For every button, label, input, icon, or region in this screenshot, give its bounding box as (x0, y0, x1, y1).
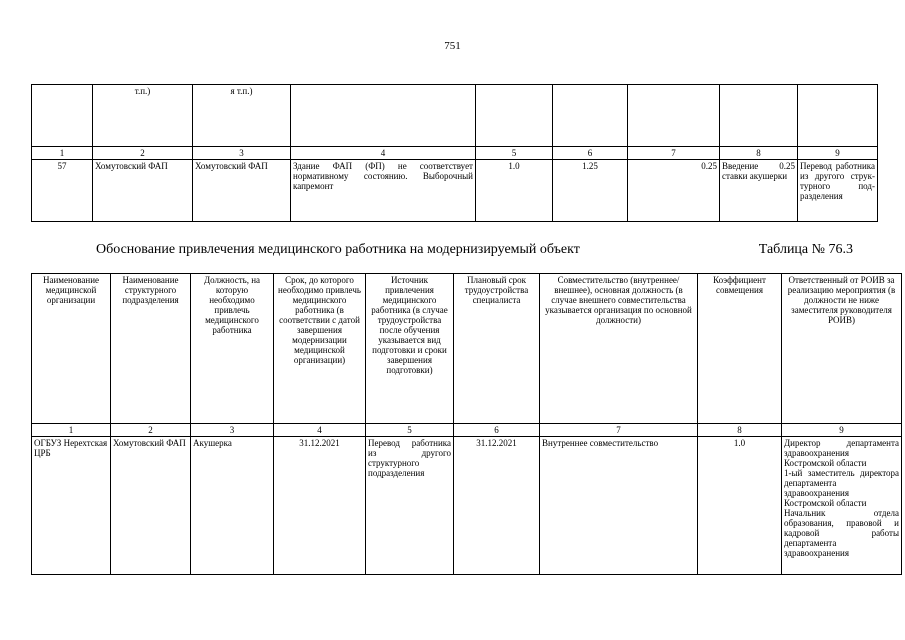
header-cell: Ответственный от РОИВ за реализацию мероприятия (в должности не ниже заместителя руководителя РОИВ) (782, 274, 902, 424)
header-cell (628, 85, 720, 147)
organization-cell: ОГБУЗ Нерехтская ЦРБ (32, 437, 111, 575)
table-caption: Обоснование привлечения медицинского работника на модернизируемый объект (96, 242, 580, 257)
column-number-row (32, 147, 878, 160)
header-cell: Наименование структурного подразделения (111, 274, 191, 424)
header-cell: я т.п.) (193, 85, 291, 147)
column-number: 5 (366, 424, 454, 437)
table-row (32, 160, 878, 222)
planned-date-cell: 31.12.2021 (454, 437, 540, 575)
table-76-3 (31, 273, 902, 575)
value-cell: 1.0 (476, 160, 553, 222)
column-number: 2 (111, 424, 191, 437)
column-number: 6 (553, 147, 628, 160)
coefficient-cell: 1.0 (698, 437, 782, 575)
subdivision-cell: Хомутовский ФАП (111, 437, 191, 575)
header-cell: Совместительство (внутреннее/внешнее), основная должность (в случае внешнего совместительства указывается организация по основной должности) (540, 274, 698, 424)
table-header-row (32, 274, 902, 424)
header-cell: Наименование медицинской организации (32, 274, 111, 424)
column-number: 4 (291, 147, 476, 160)
header-cell (553, 85, 628, 147)
header-cell (32, 85, 93, 147)
column-number: 9 (798, 147, 878, 160)
header-cell: т.п.) (93, 85, 193, 147)
column-number: 2 (93, 147, 193, 160)
header-cell (291, 85, 476, 147)
header-cell: Плановый срок трудоустройства специалиста (454, 274, 540, 424)
source-cell: Перевод работника из другого струк-турного под-разделения (798, 160, 878, 222)
measure-cell: Введение 0.25 ставки акушерки (720, 160, 798, 222)
table-header-row (32, 85, 878, 147)
column-number: 8 (720, 147, 798, 160)
header-cell: Коэффициент совмещения (698, 274, 782, 424)
header-cell: Должность, на которую необходимо привлечь медицинского работника (191, 274, 274, 424)
table-continuation (31, 84, 878, 222)
column-number: 9 (782, 424, 902, 437)
source-cell: Перевод работника из другого структурного подразделения (366, 437, 454, 575)
header-cell: Источник привлечения медицинского работника (в случае трудоустройства после обучения указывается вид подготовки и сроки завершения подготовки) (366, 274, 454, 424)
column-number: 3 (193, 147, 291, 160)
position-cell: Акушерка (191, 437, 274, 575)
page-number: 751 (444, 40, 461, 52)
column-number-row (32, 424, 902, 437)
org-cell: Хомутовский ФАП (93, 160, 193, 222)
table-row (32, 437, 902, 575)
column-number: 7 (628, 147, 720, 160)
column-number: 5 (476, 147, 553, 160)
responsible-cell: Директор департамента здравоохранения Костромской области 1-ый заместитель директора департамента здравоохранения Костромской области Начальник отдела образования, правовой и кадровой работы департамента здравоохранения (782, 437, 902, 575)
column-number: 8 (698, 424, 782, 437)
header-cell (476, 85, 553, 147)
value-cell: 0.25 (628, 160, 720, 222)
org-cell: Хомутовский ФАП (193, 160, 291, 222)
column-number: 4 (274, 424, 366, 437)
column-number: 1 (32, 424, 111, 437)
column-number: 6 (454, 424, 540, 437)
reason-cell: Здание ФАП (ФП) не соответствует нормативному состоянию. Выборочный капремонт (291, 160, 476, 222)
value-cell: 1.25 (553, 160, 628, 222)
combination-cell: Внутреннее совместительство (540, 437, 698, 575)
row-number: 57 (32, 160, 93, 222)
column-number: 7 (540, 424, 698, 437)
header-cell (798, 85, 878, 147)
table-number: Таблица № 76.3 (758, 242, 853, 257)
header-cell (720, 85, 798, 147)
deadline-cell: 31.12.2021 (274, 437, 366, 575)
header-cell: Срок, до которого необходимо привлечь медицинского работника (в соответствии с датой завершения модернизации медицинской организации) (274, 274, 366, 424)
column-number: 1 (32, 147, 93, 160)
column-number: 3 (191, 424, 274, 437)
